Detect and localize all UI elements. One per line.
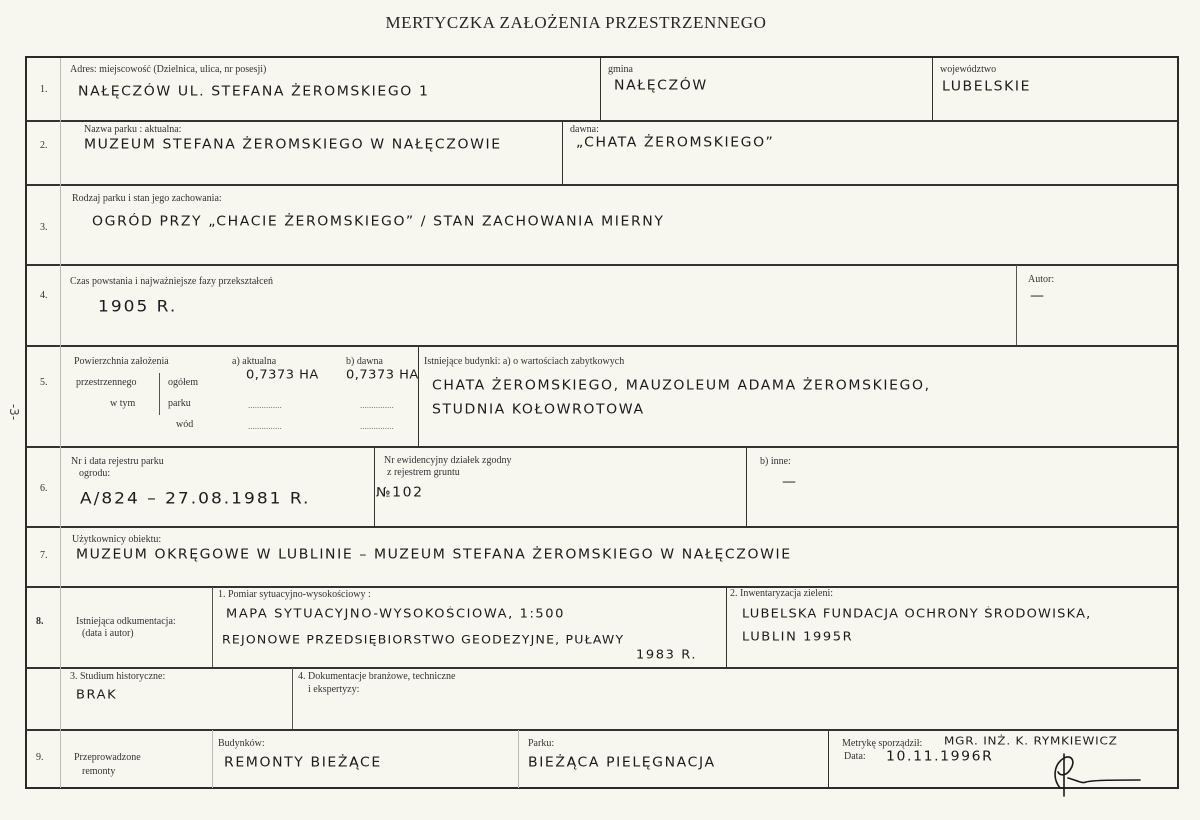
row-divider (26, 586, 1178, 588)
col-divider (292, 668, 293, 729)
row-5-number: 5. (40, 377, 48, 388)
park-current-value: ............... (248, 400, 282, 410)
row-divider (26, 264, 1178, 266)
row-divider (26, 667, 1178, 669)
row-6-number: 6. (40, 483, 48, 494)
col-divider (212, 587, 213, 667)
date-value: 10.11.1996R (886, 749, 994, 765)
creation-label: Czas powstania i najważniejsze fazy przekształceń (70, 276, 273, 287)
creation-value: 1905 R. (98, 297, 178, 317)
park-repairs-value: BIEŻĄCA PIELĘGNACJA (528, 755, 716, 771)
green-line-1: LUBELSKA FUNDACJA OCHRONY ŚRODOWISKA, (742, 607, 1092, 622)
buildings-repairs-value: REMONTY BIEŻĄCE (224, 755, 382, 771)
park-repairs-label: Parku: (528, 738, 555, 749)
park-name-value: MUZEUM STEFANA ŻEROMSKIEGO W NAŁĘCZOWIE (84, 137, 502, 153)
survey-line-1: MAPA SYTUACYJNO-WYSOKOŚCIOWA, 1:500 (226, 607, 566, 622)
row-divider (26, 120, 1178, 122)
repairs-label-2: remonty (82, 766, 116, 777)
users-value: MUZEUM OKRĘGOWE W LUBLINIE – MUZEUM STEFANA ŻEROMSKIEGO W NAŁĘCZOWIE (76, 547, 792, 563)
prepared-by-value: MGR. INŻ. K. RYMKIEWICZ (944, 734, 1118, 748)
park-type-value: OGRÓD PRZY „CHACIE ŻEROMSKIEGO” / STAN ZACHOWANIA MIERNY (92, 214, 665, 230)
water-former-value: ............... (360, 421, 394, 431)
form-frame (25, 56, 1179, 789)
area-label: Powierzchnia założenia (74, 356, 169, 367)
col-divider (60, 668, 61, 729)
other-value: — (782, 474, 798, 490)
history-label: 3. Studium historyczne: (70, 671, 166, 682)
former-name-label: dawna: (570, 124, 599, 135)
buildings-repairs-label: Budynków: (218, 738, 265, 749)
row-divider (26, 184, 1178, 186)
date-label: Data: (844, 751, 866, 762)
row-3-number: 3. (40, 222, 48, 233)
row-7-number: 7. (40, 550, 48, 561)
gmina-label: gmina (608, 64, 633, 75)
col-b-label: b) dawna (346, 356, 383, 367)
col-divider (1016, 265, 1017, 345)
documentation-label-1: Istniejąca odkumentacja: (76, 616, 176, 627)
author-label: Autor: (1028, 274, 1055, 285)
row-water-label: wód (176, 419, 194, 430)
row-4-number: 4. (40, 290, 48, 301)
former-name-value: „CHATA ŻEROMSKIEGO” (576, 135, 775, 151)
col-divider (932, 58, 933, 120)
address-label: Adres: miejscowość (Dzielnica, ulica, nr posesji) (70, 64, 267, 75)
author-value: — (1030, 288, 1046, 304)
users-label: Użytkownicy obiektu: (72, 534, 162, 545)
row-divider (26, 345, 1178, 347)
register-value: A/824 – 27.08.1981 R. (80, 489, 311, 509)
col-divider (212, 730, 213, 788)
wojewodztwo-value: LUBELSKIE (942, 79, 1032, 95)
row-2-number: 2. (40, 140, 48, 151)
col-divider (828, 730, 829, 788)
park-former-value: ............... (360, 400, 394, 410)
survey-line-3: 1983 R. (636, 648, 698, 663)
address-value: NAŁĘCZÓW UL. STEFANA ŻEROMSKIEGO 1 (78, 84, 430, 100)
document-title: MERTYCZKA ZAŁOŻENIA PRZESTRZENNEGO (385, 13, 767, 32)
register-label-2: ogrodu: (79, 468, 111, 479)
col-divider (746, 447, 747, 526)
col-divider (600, 58, 601, 120)
total-current-value: 0,7373 HA (246, 368, 319, 383)
gmina-value: NAŁĘCZÓW (614, 78, 708, 94)
repairs-label-1: Przeprowadzone (74, 752, 141, 763)
water-current-value: ............... (248, 421, 282, 431)
row-divider (26, 526, 1178, 528)
wojewodztwo-label: województwo (940, 64, 997, 75)
row-divider (26, 446, 1178, 448)
history-value: BRAK (76, 688, 118, 703)
area-label-2: przestrzennego (76, 377, 137, 388)
area-label-3: w tym (110, 398, 136, 409)
row-9-number: 9. (36, 752, 44, 763)
signature-icon (1046, 748, 1146, 798)
documentation-label-2: (data i autor) (82, 628, 134, 639)
prepared-by-label: Metrykę sporządził: (842, 738, 923, 749)
docs-label-2: i ekspertyzy: (308, 684, 360, 695)
col-divider (374, 447, 375, 526)
row-8-number: 8. (36, 616, 44, 627)
register-label-1: Nr i data rejestru parku (71, 456, 164, 467)
col-a-label: a) aktualna (232, 356, 277, 367)
docs-label-1: 4. Dokumentacje branżowe, techniczne (298, 671, 456, 682)
park-type-label: Rodzaj parku i stan jego zachowania: (72, 193, 222, 204)
buildings-line-2: STUDNIA KOŁOWROTOWA (432, 402, 645, 418)
park-name-label: Nazwa parku : aktualna: (84, 124, 182, 135)
row-divider (26, 729, 1178, 731)
survey-line-2: REJONOWE PRZEDSIĘBIORSTWO GEODEZYJNE, PUŁAWY (222, 632, 625, 647)
row-1-number: 1. (40, 84, 48, 95)
survey-label: 1. Pomiar sytuacyjno-wysokościowy : (218, 589, 371, 600)
row-park-label: parku (168, 398, 191, 409)
col-divider (418, 346, 419, 446)
green-label: 2. Inwentaryzacja zieleni: (730, 588, 833, 599)
area-sub-divider (159, 373, 160, 415)
col-divider (518, 730, 519, 788)
col-divider (562, 121, 563, 184)
page-margin-mark: -3- (7, 403, 22, 421)
green-line-2: LUBLIN 1995R (742, 630, 854, 645)
other-label: b) inne: (760, 456, 791, 467)
total-former-value: 0,7373 HA (346, 368, 419, 383)
col-divider (726, 587, 727, 667)
parcel-value: №102 (376, 485, 424, 501)
parcel-label-2: z rejestrem gruntu (387, 467, 460, 478)
row-total-label: ogółem (168, 377, 198, 388)
buildings-line-1: CHATA ŻEROMSKIEGO, MAUZOLEUM ADAMA ŻEROMSKIEGO, (432, 378, 931, 394)
parcel-label-1: Nr ewidencyjny działek zgodny (384, 455, 512, 466)
buildings-label: Istniejące budynki: a) o wartościach zabytkowych (424, 356, 625, 367)
